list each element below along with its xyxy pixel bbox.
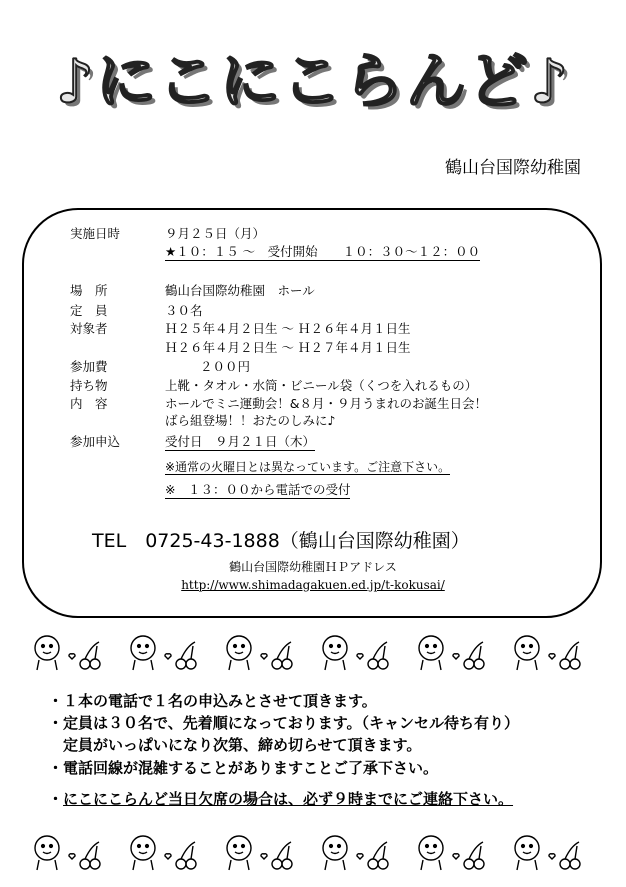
note-5-text: にこにこらんど当日欠席の場合は、必ず９時までにご連絡下さい。 xyxy=(63,790,514,808)
school-name: 鶴山台国際幼稚園 xyxy=(445,158,581,178)
target-value-1: Ｈ２５年４月２日生 ～ Ｈ２６年４月１日生 xyxy=(165,321,411,336)
note-5-bullet: ・ xyxy=(48,790,64,808)
items-label: 持ち物 xyxy=(70,378,108,393)
place-value: 鶴山台国際幼稚園 ホール xyxy=(165,283,315,298)
capacity-label: 定 員 xyxy=(70,303,108,318)
apply-label: 参加申込 xyxy=(70,434,121,449)
note-2: ・定員は３０名で、先着順になっております。（キャンセル待ち有り） xyxy=(48,714,520,732)
fee-value: ２００円 xyxy=(200,359,251,374)
apply-value: 受付日 ９月２１日（木） xyxy=(165,434,316,449)
page-title: ♪にこにこらんど♪ xyxy=(55,47,571,117)
hp-label: 鶴山台国際幼稚園ＨＰアドレス xyxy=(229,560,397,574)
note-3: 定員がいっぱいになり次第、締め切らせて頂きます。 xyxy=(48,736,422,754)
character-border-icon xyxy=(25,628,605,680)
note-1: ・１本の電話で１名の申込みとさせて頂きます。 xyxy=(48,692,377,710)
content-value-2: ばら組登場！！おたのしみに♪ xyxy=(165,413,336,428)
apply-note-1: ※通常の火曜日とは異なっています。ご注意下さい。 xyxy=(165,460,451,474)
target-value-2: Ｈ２６年４月２日生 ～ Ｈ２７年４月１日生 xyxy=(165,340,411,355)
content-value-1: ホールでミニ運動会！&８月・９月うまれのお誕生日会！ xyxy=(165,396,487,411)
telephone: TEL 0725-43-1888（鶴山台国際幼稚園） xyxy=(92,530,470,552)
hp-url[interactable]: http://www.shimadagakuen.ed.jp/t-kokusai/ xyxy=(181,578,445,592)
note-4: ・電話回線が混雑することがありますことご了承下さい。 xyxy=(48,759,439,777)
items-value: 上靴・タオル・水筒・ビニール袋（くつを入れるもの） xyxy=(165,378,478,393)
capacity-value: ３０名 xyxy=(165,303,203,318)
content-label: 内 容 xyxy=(70,396,108,411)
apply-note-2: ※ １３：００から電話での受付 xyxy=(165,482,351,497)
date-value: ９月２５日（月） xyxy=(165,226,266,241)
note-5 xyxy=(48,792,513,807)
fee-label: 参加費 xyxy=(70,359,108,374)
date-label: 実施日時 xyxy=(70,226,121,241)
character-border-bottom-icon xyxy=(25,828,605,880)
time-value: ★１０：１５ ～ 受付開始 １０：３０～１２：００ xyxy=(165,244,481,259)
place-label: 場 所 xyxy=(70,283,108,298)
target-label: 対象者 xyxy=(70,321,108,336)
